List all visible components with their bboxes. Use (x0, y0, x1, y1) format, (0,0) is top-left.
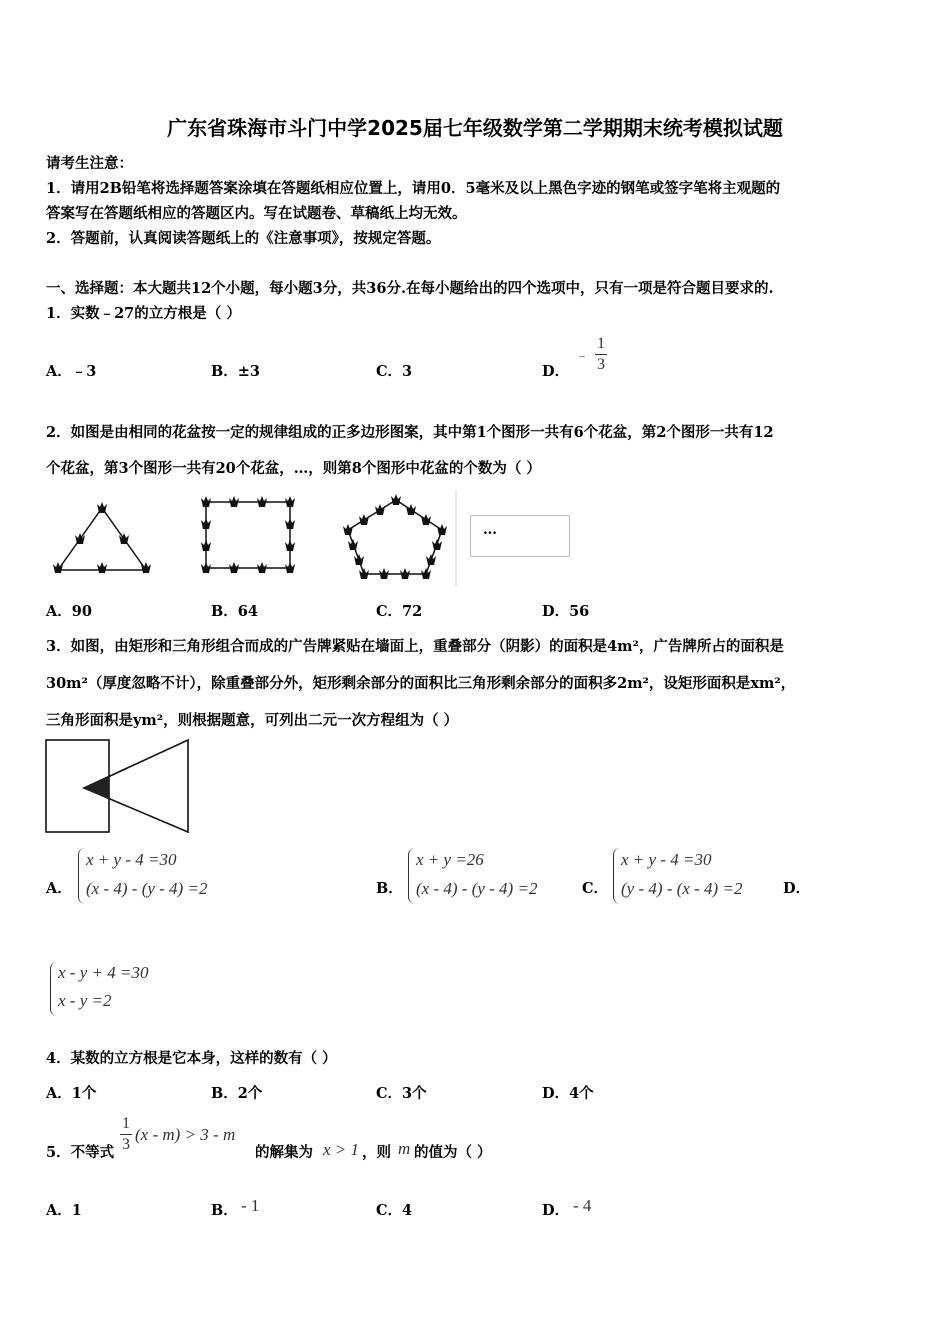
notice-line-2: 2．答题前，认真阅读答题纸上的《注意事项》，按规定答题。 (46, 230, 441, 247)
q3-a-brace (78, 848, 85, 904)
q5-mid-text-2: ，则 (362, 1144, 391, 1161)
q5-mid-text-1: 的解集为 (255, 1144, 313, 1161)
q3-a-eq2: (x - 4) - (y - 4) =2 (86, 879, 208, 898)
q5-option-d[interactable]: D． (542, 1202, 570, 1219)
q2-option-d[interactable]: D．56 (542, 603, 590, 620)
q5-suffix: 的值为（ ） (414, 1144, 492, 1161)
q3-c-brace (613, 848, 620, 904)
page-title: 广东省珠海市斗门中学2025届七年级数学第二学期期末统考模拟试题 (167, 116, 783, 140)
notice-line-1b: 答案写在答题纸相应的答题区内。写在试题卷、草稿纸上均无效。 (46, 205, 467, 222)
q3-option-c[interactable]: C． (582, 880, 609, 897)
q3-billboard-figure (44, 738, 192, 836)
q3-option-b[interactable]: B． (376, 880, 403, 897)
q2-stem-line-2: 个花盆，第3个图形一共有20个花盆，…，则第8个图形中花盆的个数为（ ） (46, 460, 541, 477)
q3-stem-line-2: 30m²（厚度忽略不计），除重叠部分外，矩形剩余部分的面积比三角形剩余部分的面积多2m²，设矩形面积是xm²， (46, 675, 796, 692)
q4-stem: 4．某数的立方根是它本身，这样的数有（ ） (46, 1050, 337, 1067)
q1-d-denominator: 3 (597, 356, 605, 373)
q4-option-d[interactable]: D．4个 (542, 1085, 594, 1102)
q3-d-eq1: x - y + 4 =30 (58, 963, 149, 982)
q5-fraction (120, 1116, 132, 1153)
q3-b-eq1: x + y =26 (416, 850, 484, 869)
q3-a-eq1: x + y - 4 =30 (86, 850, 177, 869)
q3-d-brace (50, 962, 57, 1016)
q1-d-sign: ﹣ (575, 347, 589, 364)
notice-heading: 请考生注意： (46, 155, 133, 172)
q5-option-b-value: - 1 (241, 1196, 260, 1215)
q5-inequality (120, 1116, 235, 1153)
q3-c-eq2: (y - 4) - (x - 4) =2 (621, 879, 743, 898)
q3-option-a[interactable]: A． (46, 880, 72, 897)
q5-option-c[interactable]: C．4 (376, 1202, 413, 1219)
q1-option-d[interactable]: D． (542, 363, 570, 380)
q5-frac-numerator: 1 (122, 1115, 130, 1132)
q5-prefix: 5．不等式 (46, 1144, 115, 1161)
q3-c-eq1: x + y - 4 =30 (621, 850, 712, 869)
section-1-heading: 一、选择题：本大题共12个小题，每小题3分，共36分.在每小题给出的四个选项中，只有一项是符合题目要求的. (46, 280, 774, 297)
q2-option-b[interactable]: B．64 (211, 603, 258, 620)
q5-var-m: m (398, 1139, 411, 1158)
q5-option-a[interactable]: A．1 (46, 1202, 82, 1219)
figure-square (206, 502, 290, 568)
q5-option-d-value: - 4 (573, 1196, 592, 1215)
overlap-shaded-region (84, 777, 109, 800)
q5-solution-set: x > 1 (323, 1140, 360, 1159)
q3-b-brace (408, 848, 415, 904)
q1-option-a[interactable]: A．﹣3 (46, 363, 97, 380)
q4-option-b[interactable]: B．2个 (211, 1085, 263, 1102)
q2-option-a[interactable]: A．90 (46, 603, 92, 620)
notice-line-1a: 1．请用2B铅笔将选择题答案涂填在答题纸相应位置上，请用0．5毫米及以上黑色字迹的钢笔或签字笔将主观题的 (46, 180, 781, 197)
q2-option-c[interactable]: C．72 (376, 603, 423, 620)
q2-stem-line-1: 2．如图是由相同的花盆按一定的规律组成的正多边形图案，其中第1个图形一共有6个花盆，第2个图形一共有12 (46, 424, 774, 441)
q1-stem: 1．实数﹣27的立方根是（ ） (46, 305, 241, 322)
q3-stem-line-1: 3．如图，由矩形和三角形组合而成的广告牌紧贴在墙面上，重叠部分（阴影）的面积是4m²，广告牌所占的面积是 (46, 638, 784, 655)
q4-option-c[interactable]: C．3个 (376, 1085, 427, 1102)
figure-triangle (58, 508, 146, 570)
q3-d-eq2: x - y =2 (58, 991, 112, 1010)
q5-inequality-expr: (x - m) > 3 - m (135, 1124, 236, 1144)
q1-d-fraction (595, 336, 607, 373)
q4-option-a[interactable]: A．1个 (46, 1085, 97, 1102)
q5-option-b[interactable]: B． (211, 1202, 238, 1219)
q2-ellipsis: … (483, 522, 497, 538)
q1-option-b[interactable]: B．±3 (211, 363, 260, 380)
q1-d-numerator: 1 (597, 335, 605, 352)
q1-option-d-value (575, 336, 607, 373)
q5-frac-denominator: 3 (122, 1136, 130, 1153)
q3-b-eq2: (x - 4) - (y - 4) =2 (416, 879, 538, 898)
q3-stem-line-3: 三角形面积是ym²，则根据题意，可列出二元一次方程组为（ ） (46, 712, 459, 729)
q3-option-d[interactable]: D． (783, 880, 811, 897)
q2-ellipsis-box (470, 515, 570, 557)
q1-option-c[interactable]: C．3 (376, 363, 413, 380)
